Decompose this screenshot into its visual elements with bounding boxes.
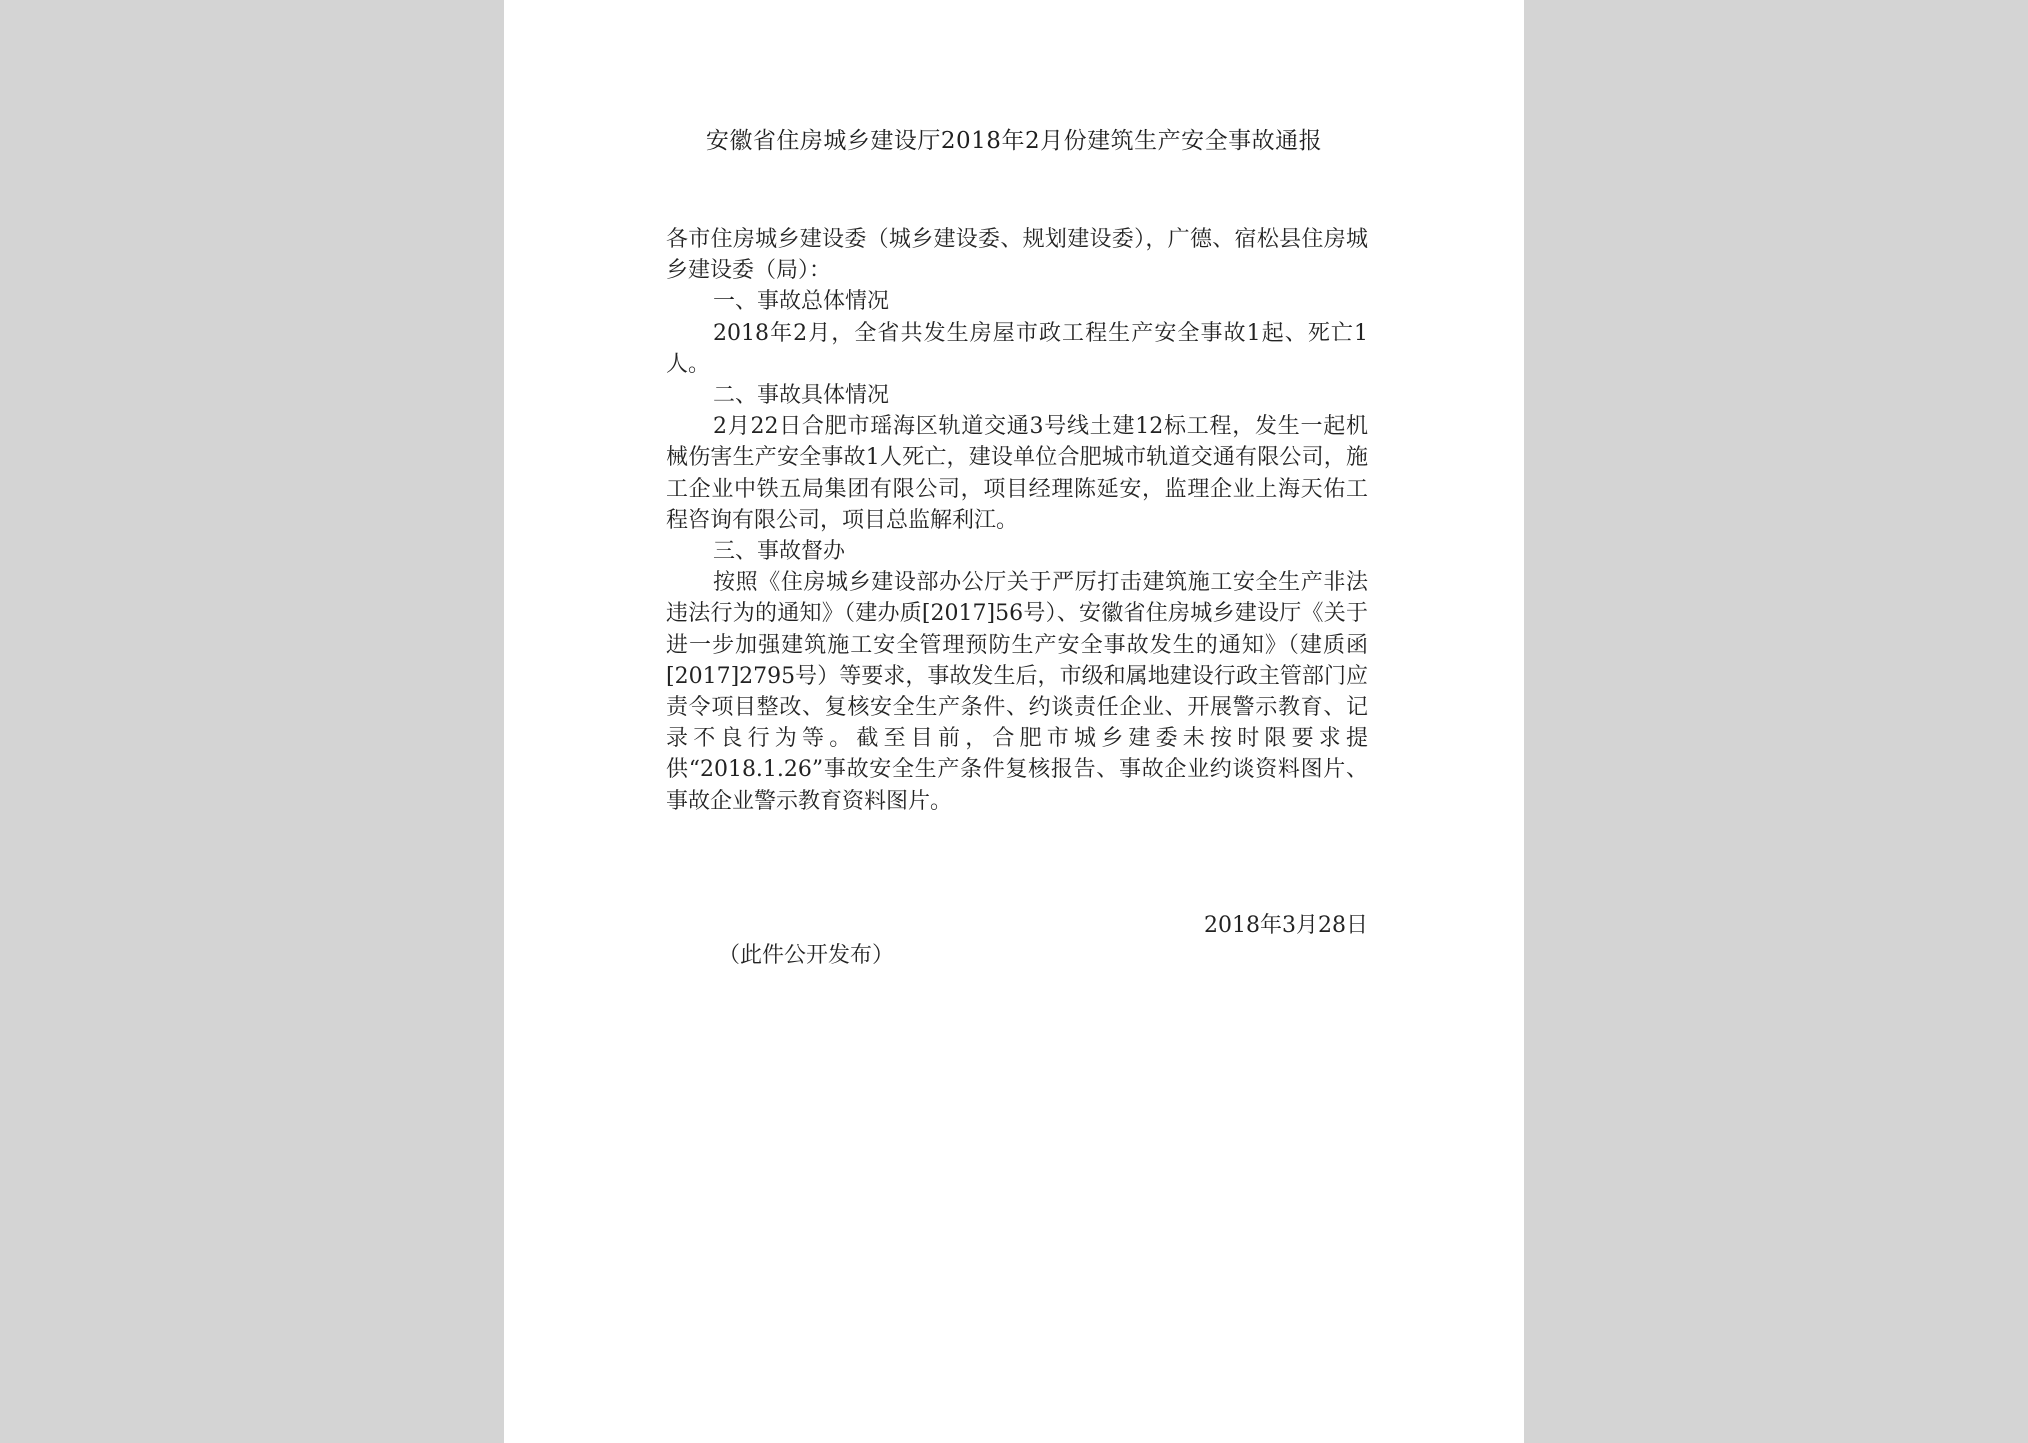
section2-paragraph: 2月22日合肥市瑶海区轨道交通3号线土建12标工程，发生一起机械伤害生产安全事故1人死亡，建设单位合肥城市轨道交通有限公司，施工企业中铁五局集团有限公司，项目经理陈延安，监理企业上海天佑工程咨询有限公司，项目总监解利江。 xyxy=(666,414,1368,533)
section1-paragraph: 2018年2月，全省共发生房屋市政工程生产安全事故1起、死亡1人。 xyxy=(666,320,1368,377)
document-title: 安徽省住房城乡建设厅2018年2月份建筑生产安全事故通报 xyxy=(705,128,1323,154)
salutation: 各市住房城乡建设委（城乡建设委、规划建设委），广德、宿松县住房城乡建设委（局）： xyxy=(666,227,1368,284)
document-body xyxy=(666,224,1368,817)
issue-date: 2018年3月28日 xyxy=(1204,913,1368,938)
section3-heading: 三、事故督办 xyxy=(713,539,846,565)
section3-paragraph: 按照《住房城乡建设部办公厅关于严厉打击建筑施工安全生产非法违法行为的通知》（建办质[2017]56号）、安徽省住房城乡建设厅《关于进一步加强建筑施工安全管理预防生产安全事故发生的通知》（建质函[2017]2795号）等要求，事故发生后，市级和属地建设行政主管部门应责令项目整改、复核安全生产条件、约谈责任企业、开展警示教育、记录不良行为等。截至目前，合肥市城乡建委未按时限要求提供“2018.1.26”事故安全生产条件复核报告、事故企业约谈资料图片、事故企业警示教育资料图片。 xyxy=(666,570,1368,814)
section2-heading: 二、事故具体情况 xyxy=(713,383,890,409)
publication-note: （此件公开发布） xyxy=(718,943,895,968)
document-page xyxy=(504,0,1524,1443)
section1-heading: 一、事故总体情况 xyxy=(713,289,890,315)
